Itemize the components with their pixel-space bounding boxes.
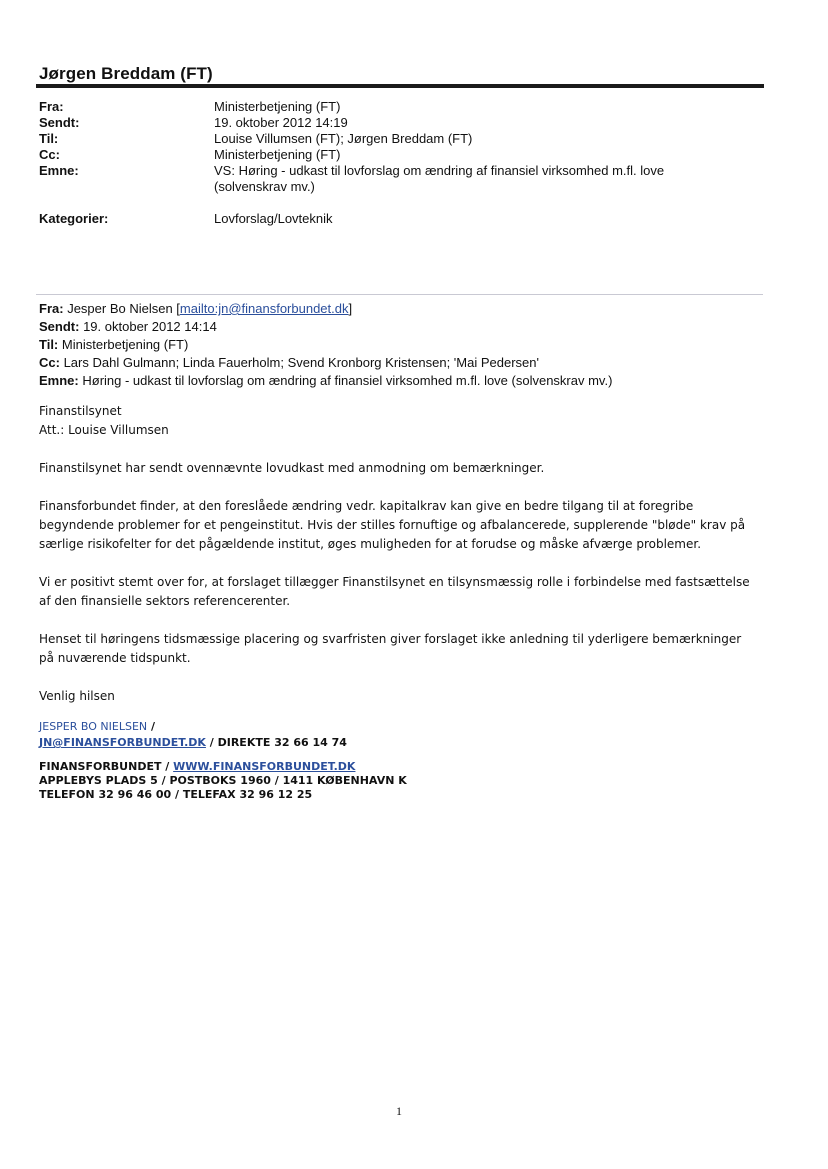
body-paragraph-1: Finanstilsynet har sendt ovennævnte lovudkast med anmodning om bemærkninger. — [39, 461, 545, 475]
spacer — [39, 554, 759, 573]
forwarded-sent-line — [39, 318, 779, 336]
spacer — [39, 440, 759, 459]
forwarded-sent-label: Sendt: — [39, 319, 80, 334]
to-value: Louise Villumsen (FT); Jørgen Breddam (FT) — [214, 131, 473, 146]
organization-address: APPLEBYS PLADS 5 / POSTBOKS 1960 / 1411 KØBENHAVN K — [39, 774, 407, 787]
organization-block — [39, 760, 759, 802]
message-body — [39, 402, 759, 706]
forwarded-subject-label: Emne: — [39, 373, 79, 388]
cc-row — [39, 147, 759, 163]
body-paragraph-3: Vi er positivt stemt over for, at forslaget tillægger Finanstilsynet en tilsynsmæssig rolle i forbindelse med fastsættelse af den finansielle sektors referencerenter. — [39, 575, 750, 608]
signature-contact-line — [39, 735, 759, 751]
spacer — [39, 478, 759, 497]
spacer — [39, 611, 759, 630]
email-header-fields — [39, 99, 759, 227]
forwarded-header — [39, 300, 779, 390]
subject-value: VS: Høring - udkast til lovforslag om ændring af finansiel virksomhed m.fl. love (solvenskrav mv.) — [214, 163, 665, 194]
forwarded-from-label: Fra: — [39, 301, 64, 316]
forwarded-to-label: Til: — [39, 337, 59, 352]
forwarded-to-value: Ministerbetjening (FT) — [61, 337, 189, 352]
sent-row — [39, 115, 759, 131]
page-number: 1 — [396, 1104, 402, 1118]
to-label: Til: — [39, 131, 59, 146]
category-label: Kategorier: — [39, 211, 109, 226]
forwarded-cc-label: Cc: — [39, 355, 60, 370]
from-row — [39, 99, 759, 115]
cc-value: Ministerbetjening (FT) — [214, 147, 341, 162]
closing: Venlig hilsen — [39, 689, 115, 703]
sent-value: 19. oktober 2012 14:19 — [214, 115, 348, 130]
from-label: Fra: — [39, 99, 64, 114]
forwarded-to-line — [39, 336, 779, 354]
organization-line — [39, 760, 759, 774]
forwarded-cc-line — [39, 354, 779, 372]
signature-email-link[interactable]: JN@FINANSFORBUNDET.DK — [39, 736, 206, 749]
forwarded-from-name: Jesper Bo Nielsen — [67, 301, 173, 316]
forwarded-cc-value: Lars Dahl Gulmann; Linda Fauerholm; Svend Kronborg Kristensen; 'Mai Pedersen' — [63, 355, 539, 370]
body-paragraph-4: Henset til høringens tidsmæssige placering og svarfristen giver forslaget ikke anledning til yderligere bemærkninger på nuværende tidspunkt. — [39, 632, 742, 665]
forwarded-sent-value: 19. oktober 2012 14:14 — [83, 319, 217, 334]
sent-label: Sendt: — [39, 115, 80, 130]
from-value: Ministerbetjening (FT) — [214, 99, 341, 114]
signature-block — [39, 719, 759, 751]
forward-divider — [36, 294, 763, 295]
signature-separator: / — [147, 720, 155, 733]
organization-name: FINANSFORBUNDET / — [39, 760, 174, 773]
body-paragraph-2: Finansforbundet finder, at den foreslåede ændring vedr. kapitalkrav kan give en bedre tilgang til at foregribe begyndende problemer for et pengeinstitut. Hvis der stilles fornuftige og afbalancerede, supplerende "bløde" krav på særlige risikofelter for det pågældende institut, øges muligheden for at forudse og måske afværge problemer. — [39, 499, 746, 551]
forwarded-from-mailto-link[interactable]: mailto:jn@finansforbundet.dk — [179, 301, 349, 316]
organization-phone: TELEFON 32 96 46 00 / TELEFAX 32 96 12 25 — [39, 788, 313, 801]
mailbox-owner-name: Jørgen Breddam (FT) — [39, 64, 213, 83]
recipient-attention: Att.: Louise Villumsen — [39, 423, 169, 437]
signature-direct-phone: / DIREKTE 32 66 14 74 — [205, 736, 347, 749]
to-row — [39, 131, 759, 147]
header-rule — [36, 84, 764, 88]
subject-row — [39, 163, 759, 195]
organization-website-link[interactable]: WWW.FINANSFORBUNDET.DK — [173, 760, 356, 773]
forwarded-subject-line — [39, 372, 779, 390]
spacer — [39, 195, 759, 211]
cc-label: Cc: — [39, 147, 60, 162]
signature-name-line — [39, 719, 759, 735]
recipient-org: Finanstilsynet — [39, 404, 122, 418]
forwarded-subject-value: Høring - udkast til lovforslag om ændring af finansiel virksomhed m.fl. love (solvenskrav mv.) — [82, 373, 613, 388]
signature-name: JESPER BO NIELSEN — [39, 720, 148, 733]
subject-label: Emne: — [39, 163, 79, 178]
forwarded-from-line: Fra: Jesper Bo Nielsen [mailto:jn@finansforbundet.dk] — [39, 301, 353, 316]
category-value: Lovforslag/Lovteknik — [214, 211, 333, 226]
spacer — [39, 668, 759, 687]
category-row — [39, 211, 759, 227]
